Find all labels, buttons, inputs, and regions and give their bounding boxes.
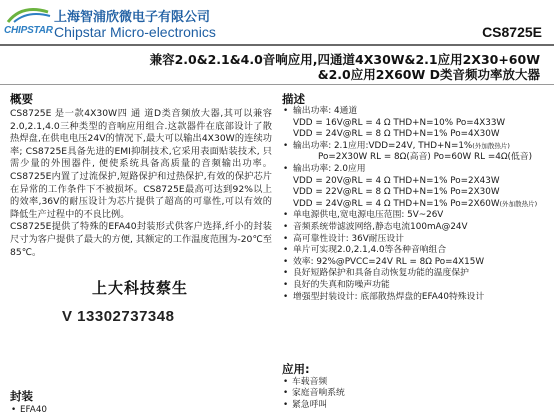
- description-item-text: 输出功率: 4通道: [293, 106, 358, 116]
- company-logo: [4, 6, 53, 46]
- description-item-text: 音频系统带滤波网络,静态电流100mA@24V: [293, 221, 468, 232]
- overview-text: [10, 108, 272, 259]
- description-item-note: (外加散热片): [499, 199, 538, 208]
- description-item: [282, 152, 550, 164]
- logo-swoosh-icon: [4, 6, 54, 26]
- package-item: • EFA40: [10, 405, 47, 415]
- description-item: [282, 234, 550, 246]
- description-item-text: 输出功率: 2.0应用: [293, 163, 366, 174]
- description-item-text: 增强型封装设计: 底部散热焊盘的EFA40特殊设计: [293, 291, 485, 302]
- application-item: • 家庭音响系统: [282, 388, 345, 399]
- description-item-text: VDD = 24V@RL = 4 Ω THD+N=1% Po=2X60W: [293, 198, 500, 209]
- package-list: [10, 405, 47, 415]
- description-list: [282, 106, 550, 303]
- description-item-text: 单电源供电,宽电源电压范围: 5V~26V: [293, 210, 444, 221]
- description-item: [282, 222, 550, 234]
- watermark-contact-name: 上大科技蔡生: [92, 279, 189, 297]
- description-item-text: VDD = 16V@RL = 4 Ω THD+N=10% Po=4X33W: [293, 117, 506, 128]
- description-item: [282, 268, 550, 280]
- description-item-text: Po=2X30W RL = 8Ω(高音) Po=60W RL =4Ω(低音): [318, 152, 532, 163]
- watermark-contact-phone: V 13302737348: [62, 308, 175, 325]
- description-item-text: 高可靠性设计: 36V耐压设计: [293, 233, 404, 244]
- description-item: [282, 141, 550, 153]
- applications-heading: 应用:: [282, 362, 310, 376]
- description-item: [282, 129, 550, 141]
- company-name-cn: 上海智浦欣微电子有限公司: [54, 10, 211, 25]
- description-item: [282, 280, 550, 292]
- description-item: [282, 257, 550, 269]
- description-item: [282, 199, 550, 211]
- description-item-text: 良好短路保护和具备自动恢复功能的温度保护: [293, 268, 469, 279]
- description-item: [282, 176, 550, 188]
- description-item: [282, 106, 550, 118]
- overview-paragraph-2: CS8725E提供了特殊的EFA40封装形式供客户选择,纤小的封装尺寸为客户提供了最大的方便, 其额定的工作温度范围为-20℃至85℃。: [10, 221, 272, 258]
- description-item: [282, 292, 550, 304]
- overview-paragraph-1: CS8725E 是一款4X30W四 通 道D类音频放大器,其可以兼容2.0,2.1,4.0三种类型的音响应用组合.这款器件在底部设计了散热焊盘,在供电电压24V的情况下,最大可以输出4X30W的连续功率; CS8725E具备先进的EMI抑制技术,它采用表面贴装技术, 只需少量的外围器件, 便使系统具备高质量的音频输出功率。CS8725E内置了过流保护,短路保护和过热保护,有效的保护芯片在异常的工作条件下不被损坏。CS8725E最高可达到92%以上的效率,36V的耐压设计为芯片提供了超高的可靠性,可以有效的降低生产过程中的不良比例。: [10, 108, 272, 220]
- description-item: [282, 187, 550, 199]
- description-item-text: 良好的失真和防噪声功能: [293, 279, 390, 290]
- applications-list: [282, 377, 345, 411]
- description-item: [282, 245, 550, 257]
- header-divider: [0, 44, 554, 46]
- application-item: • 紧急呼叫: [282, 400, 345, 411]
- title-divider: [0, 84, 554, 85]
- description-item-text: 输出功率: 2.1应用:VDD=24V, THD+N=1%: [293, 140, 473, 151]
- company-name-en: Chipstar Micro-electronics: [54, 24, 216, 40]
- description-item-text: VDD = 20V@RL = 4 Ω THD+N=1% Po=2X43W: [293, 175, 500, 186]
- description-item-text: 效率: 92%@PVCC=24V RL = 8Ω Po=4X15W: [293, 256, 485, 267]
- description-item: [282, 164, 550, 176]
- logo-text: CHIPSTAR: [4, 25, 53, 36]
- description-heading: 描述: [282, 92, 305, 106]
- package-heading: 封装: [10, 389, 33, 403]
- doc-title-line1: 兼容2.0&2.1&4.0音响应用,四通道4X30W&2.1应用2X30+60W: [149, 52, 540, 67]
- description-item-text: VDD = 22V@RL = 8 Ω THD+N=1% Po=2X30W: [293, 187, 500, 198]
- description-item: [282, 118, 550, 130]
- application-item: • 车载音频: [282, 377, 345, 388]
- description-item-text: 单片可实现2.0,2.1,4.0等各种音响组合: [293, 245, 447, 256]
- description-item-note: (外加散热片): [472, 141, 510, 150]
- description-item-text: VDD = 24V@RL = 8 Ω THD+N=1% Po=4X30W: [293, 129, 500, 140]
- doc-title-line2: &2.0应用2X60W D类音频功率放大器: [317, 67, 540, 82]
- model-number: CS8725E: [482, 24, 542, 40]
- description-item: [282, 210, 550, 222]
- overview-heading: 概要: [10, 92, 33, 106]
